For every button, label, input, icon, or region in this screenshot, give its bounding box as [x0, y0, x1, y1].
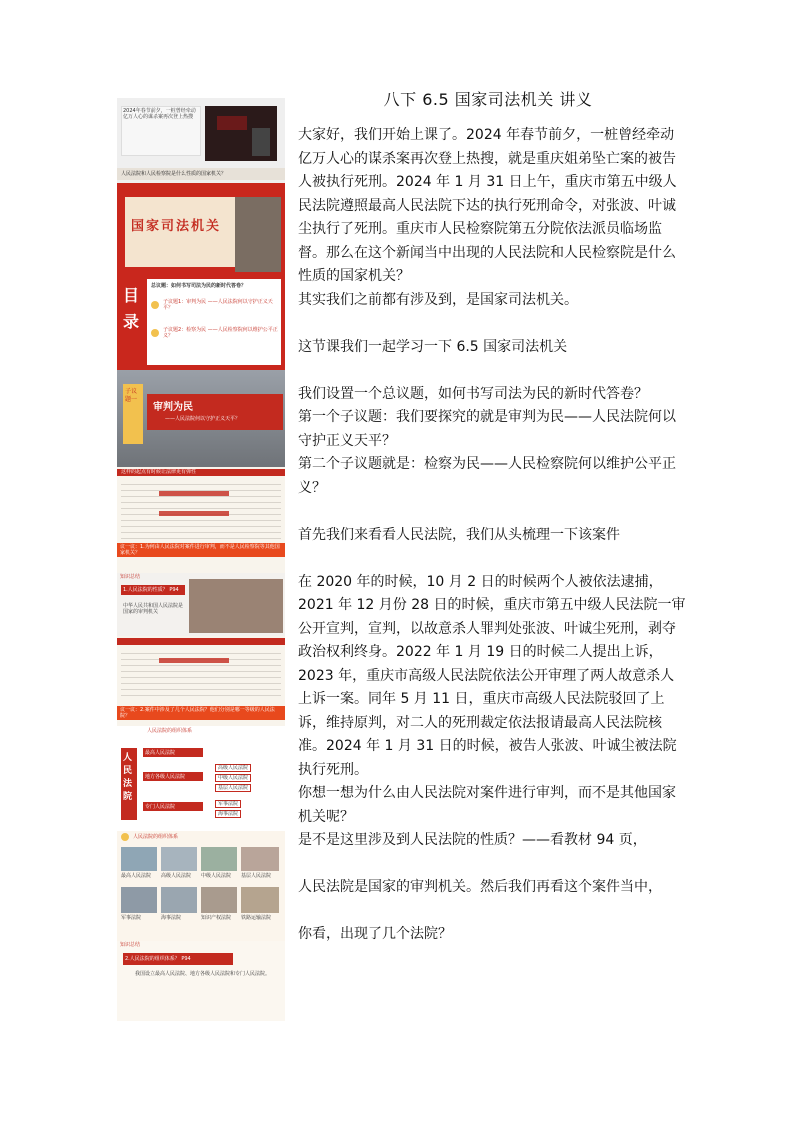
- slide-system-sub5: 海事法院: [215, 810, 241, 818]
- slide-summary-heading: 2.人民法院的组织体系？ P94: [125, 956, 191, 962]
- paragraph-how-many-courts: 你看，出现了几个法院？: [298, 926, 452, 942]
- slide-photos-header: 人民法院的组织体系: [133, 834, 179, 840]
- slide-system-sub2: 中级人民法院: [215, 774, 251, 782]
- paragraph-subtopic-one: 第一个子议题：我们要探究的就是审判为民——人民法院何以守护正义天平？: [298, 409, 676, 449]
- slide-case2-question: 议一议：2.案件中涉及了几个人民法院？他们分别是哪一等级的人民法院？: [120, 707, 275, 719]
- slide-news-caption: 2024年春节前夕，一桩曾经牵动亿万人心的谋杀案再次登上热搜: [123, 108, 196, 120]
- paragraph-textbook-ref: 是不是这里涉及到人民法院的性质？——看教材 94 页，: [298, 832, 647, 848]
- slide-court-nature: [117, 573, 285, 636]
- slide-photo-label-8: 铁路运输法院: [241, 915, 272, 921]
- slide-nature-heading: 1.人民法院的性质？ P94: [123, 587, 179, 593]
- slide-system-header: 人民法院的组织体系: [147, 728, 193, 734]
- slide-system-box1: 最高人民法院: [145, 750, 176, 756]
- slide-contents-sub2: 子议题2：检察为民 ——人民检察院何以维护公平正义？: [163, 327, 278, 339]
- lecture-text: [298, 124, 686, 947]
- slide-system-side: 人民法院: [123, 753, 133, 802]
- slide-contents-menu: 目录: [123, 286, 140, 331]
- slide-photo-label-3: 中级人民法院: [201, 873, 232, 879]
- slide-nature-note: 中华人民共和国人民法院是国家的审判机关: [123, 603, 184, 615]
- slide-system-sub3: 基层人民法院: [215, 784, 251, 792]
- slide-case-question: 议一议：1.为何由人民法院对案件进行审判，而不是人民检察院等其他国家机关？: [120, 544, 280, 556]
- slide-photo-label-4: 基层人民法院: [241, 873, 272, 879]
- page-title: 八下 6.5 国家司法机关 讲义: [383, 90, 593, 109]
- slide-thumbnails: [117, 98, 285, 1021]
- slide-contents-sub1: 子议题1：审判为民 ——人民法院何以守护正义天平？: [163, 299, 273, 311]
- slide-case-timeline-2: [117, 636, 285, 726]
- slide-photo-label-7: 知识产权法院: [201, 915, 232, 921]
- slide-court-photos: [117, 831, 285, 941]
- slide-system-sub4: 军事法院: [215, 800, 241, 808]
- paragraph-court-review: 首先我们来看看人民法院，我们从头梳理一下该案件: [298, 526, 620, 543]
- slide-system-sub1: 高级人民法院: [215, 764, 251, 772]
- slide-nature-label: 知识总结: [120, 574, 141, 580]
- slide-summary-note: 我国设立最高人民法院、地方各级人民法院和专门人民法院。: [135, 971, 271, 977]
- slide-news-question: 人民法院和人民检察院是什么性质的国家机关？: [121, 171, 227, 177]
- slide-contents-main-topic: 总议题：如何书写司法为民的新时代答卷？: [151, 283, 247, 289]
- paragraph-main-topic: 我们设置一个总议题，如何书写司法为民的新时代答卷？: [298, 385, 648, 402]
- slide-system-box3: 专门人民法院: [145, 804, 176, 810]
- paragraph-court-nature: 人民法院是国家的审判机关。然后我们再看这个案件当中，: [298, 879, 662, 895]
- slide-contents: [117, 183, 285, 370]
- slide-photo-label-5: 军事法院: [121, 915, 142, 921]
- paragraph-subtopic-two: 第二个子议题就是：检察为民——人民检察院何以维护公平正义？: [298, 456, 676, 496]
- slide-court-system-summary: [117, 941, 285, 1021]
- paragraph-why-court: 你想一想为什么由人民法院对案件进行审判，而不是其他国家机关呢？: [298, 785, 676, 825]
- slide-system-box2: 地方各级人民法院: [145, 774, 186, 780]
- slide-court-system: [117, 726, 285, 831]
- slide-subtopic-heading: 审判为民: [153, 402, 193, 413]
- paragraph-judicial-organs: 其实我们之前都有涉及到，是国家司法机关。: [298, 291, 578, 308]
- slide-case-header: 这样的起点有时候让法律更有弹性: [121, 469, 197, 475]
- paragraph-intro: 大家好，我们开始上课了。2024 年春节前夕，一桩曾经牵动亿万人心的谋杀案再次登上热搜，就是重庆姐弟坠亡案的被告人被执行死刑。2024 年 1 月 31 日上午，重庆市第五中级人民法院遵照最高人民法院下达的执行死刑命令，对张波、叶诚尘执行了死刑。重庆市人民检察院第五分院依法派员临场监督。那么在这个新闻当中出现的人民法院和人民检察院是什么性质的国家机关？: [298, 127, 677, 284]
- slide-contents-title: 国家司法机关: [131, 219, 222, 234]
- slide-photo-label-1: 最高人民法院: [121, 873, 152, 879]
- slide-subtopic-tag: 子议题一: [125, 388, 138, 403]
- slide-subtopic-one: [117, 370, 285, 467]
- slide-summary-label: 知识总结: [120, 942, 141, 948]
- slide-news: [117, 98, 285, 183]
- slide-photo-label-6: 海事法院: [161, 915, 182, 921]
- paragraph-lesson-topic: 这节课我们一起学习一下 6.5 国家司法机关: [298, 338, 568, 355]
- slide-case-timeline: [117, 467, 285, 573]
- slide-subtopic-sub: ——人民法院何以守护正义天平？: [165, 416, 241, 422]
- slide-photo-label-2: 高级人民法院: [161, 873, 192, 879]
- paragraph-case-timeline: 在 2020 年的时候，10 月 2 日的时候两个人被依法逮捕，2021 年 12 月份 28 日的时候，重庆市第五中级人民法院一审公开宣判，宣判，以故意杀人罪判处张波、叶诚尘死刑，剥夺政治权利终身。2022 年 1 月 19 日的时候二人提出上诉，2023 年，重庆市高级人民法院依法公开审理了两人故意杀人上诉一案。同年 5 月 11 日，重庆市高级人民法院驳回了上诉，维持原判，对二人的死刑裁定依法报请最高人民法院核准。2024 年 1 月 31 日的时候，被告人张波、叶诚尘被法院执行死刑。: [298, 573, 686, 778]
